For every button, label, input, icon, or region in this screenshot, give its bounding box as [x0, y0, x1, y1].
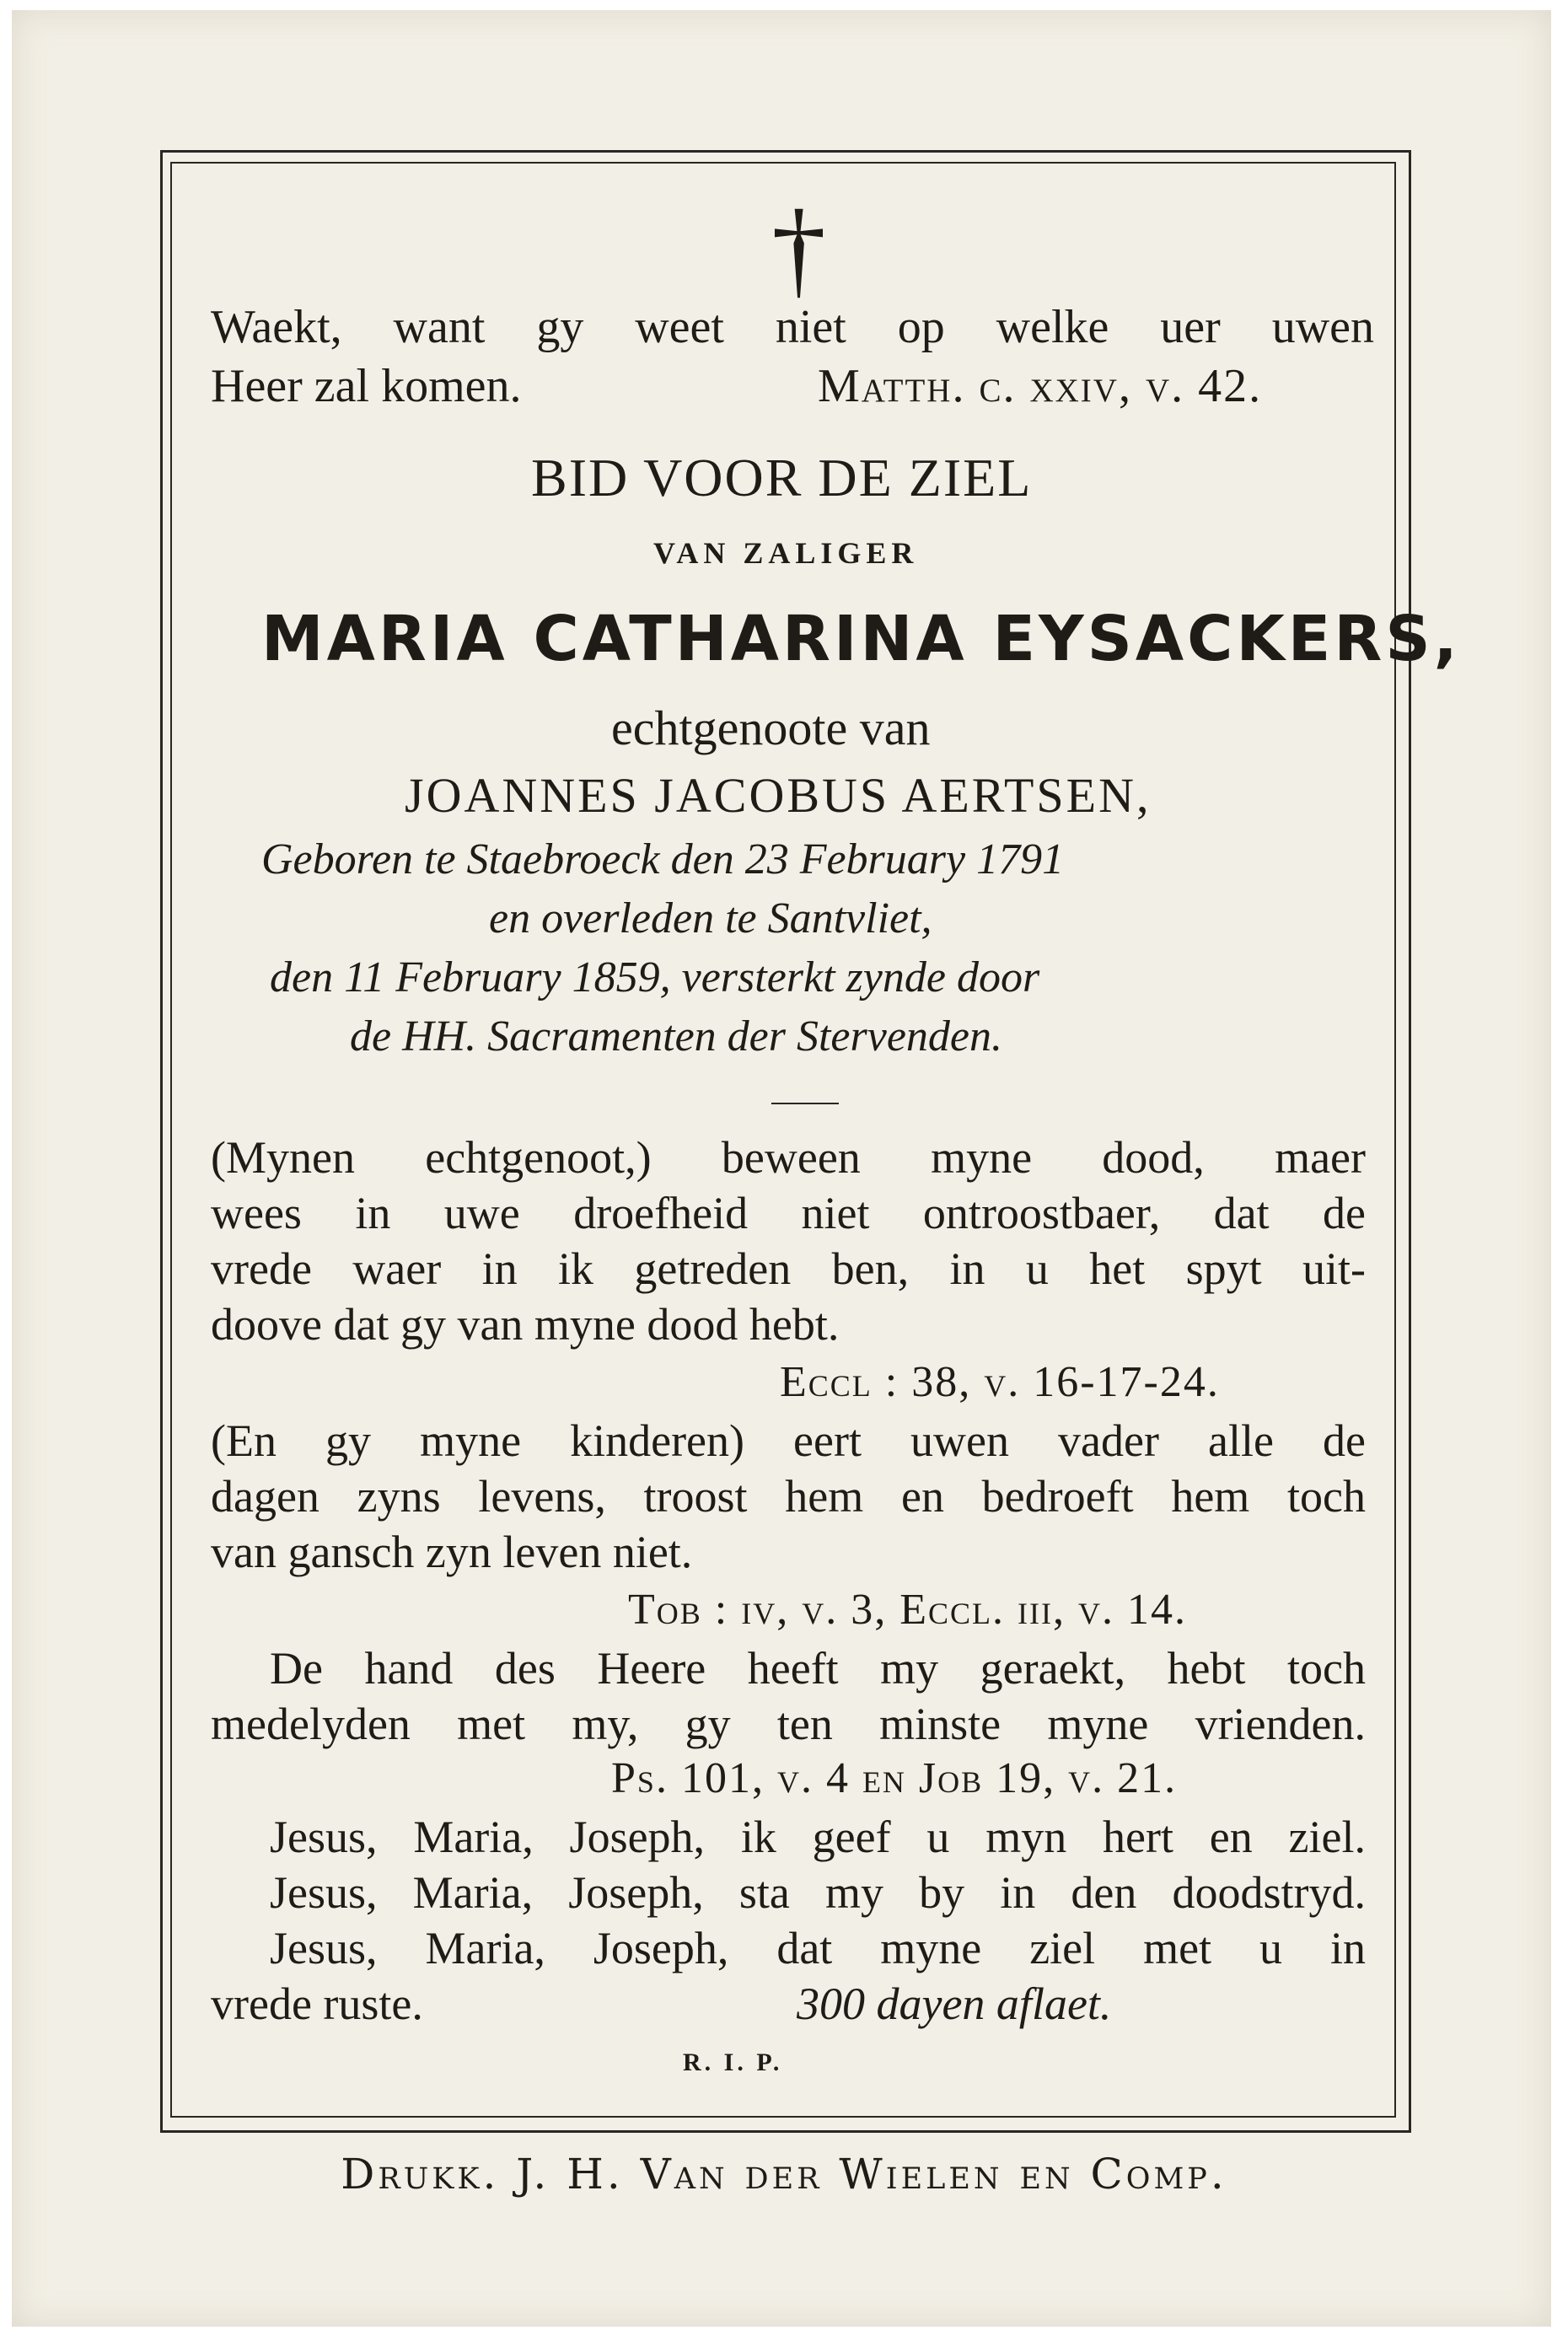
scripture-reference: Eccl : 38, v. 16-17-24. — [780, 1358, 1220, 1406]
passage-line: wees in uwe droefheid niet ontroostbaer, dat de — [211, 1188, 1366, 1238]
passage-line: medelyden met my, gy ten minste myne vrienden. — [211, 1699, 1366, 1749]
printer-credit: Drukk. J. H. Van der Wielen en Comp. — [341, 2150, 1227, 2199]
opening-reference: Matth. c. xxiv, v. 42. — [818, 360, 1263, 412]
bio-line: en overleden te Santvliet, — [489, 894, 932, 942]
prayer-line: Jesus, Maria, Joseph, sta my by in den doodstryd. — [270, 1867, 1366, 1918]
scripture-reference: Tob : iv, v. 3, Eccl. iii, v. 14. — [628, 1586, 1187, 1634]
prayer-line: Jesus, Maria, Joseph, dat myne ziel met u in — [270, 1923, 1366, 1973]
title-subline: VAN ZALIGER — [653, 536, 919, 570]
opening-quote-line1: Waekt, want gy weet niet op welke uer uwen — [211, 301, 1374, 353]
rip-text: R. I. P. — [683, 2048, 783, 2076]
passage-line: (En gy myne kinderen) eert uwen vader alle de — [211, 1415, 1366, 1466]
opening-quote-line2: Heer zal komen. — [211, 360, 522, 412]
prayer-line: Jesus, Maria, Joseph, ik geef u myn hert en ziel. — [270, 1812, 1366, 1862]
separator-dash — [771, 1103, 839, 1104]
bio-line: den 11 February 1859, versterkt zynde door — [270, 953, 1040, 1001]
spouse-name: JOANNES JACOBUS AERTSEN, — [405, 768, 1152, 823]
passage-line: De hand des Heere heeft my geraekt, hebt toch — [270, 1643, 1366, 1694]
indulgence-text: 300 dayen aflaet. — [797, 1979, 1112, 2029]
prayer-line: vrede ruste. — [211, 1979, 423, 2029]
passage-line: doove dat gy van myne dood hebt. — [211, 1299, 840, 1350]
bio-line: de HH. Sacramenten der Stervenden. — [350, 1012, 1002, 1060]
passage-line: vrede waer in ik getreden ben, in u het spyt uit- — [211, 1243, 1366, 1294]
scripture-reference: Ps. 101, v. 4 en Job 19, v. 21. — [611, 1754, 1178, 1802]
cross-icon: † — [771, 188, 826, 309]
title-pray: BID VOOR DE ZIEL — [531, 448, 1033, 507]
passage-line: (Mynen echtgenoot,) beween myne dood, maer — [211, 1132, 1366, 1183]
bio-line: Geboren te Staebroeck den 23 February 1791 — [261, 835, 1065, 883]
relation-text: echtgenoote van — [611, 701, 931, 755]
deceased-name: MARIA CATHARINA EYSACKERS, — [261, 603, 1461, 675]
passage-line: dagen zyns levens, troost hem en bedroeft hem toch — [211, 1471, 1366, 1522]
passage-line: van gansch zyn leven niet. — [211, 1527, 693, 1577]
